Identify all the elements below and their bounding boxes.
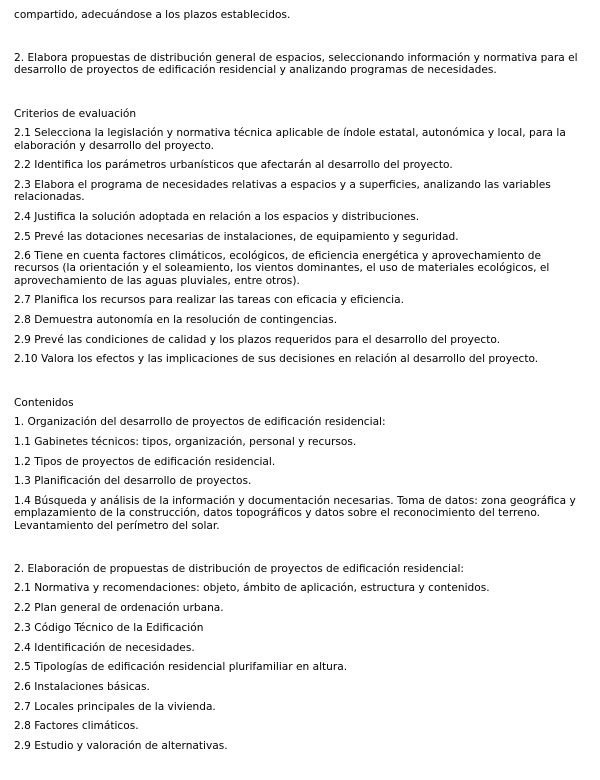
content-item: 2.6 Instalaciones básicas. <box>14 681 150 693</box>
content-item: 2.8 Factores climáticos. <box>14 720 139 733</box>
document-page <box>14 9 589 760</box>
criterion-item: 2.5 Prevé las dotaciones necesarias de instalaciones, de equipamiento y seguridad. <box>14 230 459 243</box>
criterion-item: 2.1 Selecciona la legislación y normativa técnica aplicable de índole estatal, autonómica y local, para la elaboración y desarrollo del proyecto. <box>14 127 566 152</box>
content-item: 2.3 Código Técnico de la Edificación <box>14 621 204 634</box>
objective-2-text: 2. Elabora propuestas de distribución general de espacios, seleccionando información y normativa para el desarrollo de proyectos de edificación residencial y analizando programas de necesidades. <box>14 52 578 77</box>
content-item: 2.1 Normativa y recomendaciones: objeto, ámbito de aplicación, estructura y contenidos. <box>14 582 490 595</box>
content-item: 1.2 Tipos de proyectos de edificación residencial. <box>14 455 276 468</box>
content-item: 2.7 Locales principales de la vivienda. <box>14 700 216 713</box>
content-item: 2.5 Tipologías de edificación residencial plurifamiliar en altura. <box>14 661 348 674</box>
criterion-item: 2.2 Identifica los parámetros urbanísticos que afectarán al desarrollo del proyecto. <box>14 159 453 172</box>
contents-section-2-title: 2. Elaboración de propuestas de distribución de proyectos de edificación residencial: <box>14 562 464 575</box>
content-item: 2.2 Plan general de ordenación urbana. <box>14 602 224 615</box>
criterion-item: 2.9 Prevé las condiciones de calidad y los plazos requeridos para el desarrollo del proyecto. <box>14 333 501 346</box>
criteria-heading: Criterios de evaluación <box>14 107 137 120</box>
criterion-item: 2.6 Tiene en cuenta factores climáticos, ecológicos, de eficiencia energética y aprovechamiento de recursos (la orientación y el soleamiento, los vientos dominantes, el uso de materiales ecológicos, el aprovechamiento de las aguas pluviales, entre otros). <box>14 250 550 287</box>
criterion-item: 2.4 Justifica la solución adoptada en relación a los espacios y distribuciones. <box>14 210 420 223</box>
content-item: 2.9 Estudio y valoración de alternativas. <box>14 740 228 753</box>
content-item: 1.3 Planificación del desarrollo de proyectos. <box>14 475 252 488</box>
intro-tail-text: compartido, adecuándose a los plazos establecidos. <box>14 9 291 21</box>
criterion-item: 2.8 Demuestra autonomía en la resolución de contingencias. <box>14 314 338 327</box>
criterion-item: 2.10 Valora los efectos y las implicaciones de sus decisiones en relación al desarrollo del proyecto. <box>14 353 539 366</box>
criterion-item: 2.7 Planifica los recursos para realizar las tareas con eficacia y eficiencia. <box>14 294 404 307</box>
content-item: 2.4 Identificación de necesidades. <box>14 641 195 654</box>
contents-heading: Contenidos <box>14 396 74 409</box>
content-item: 1.1 Gabinetes técnicos: tipos, organización, personal y recursos. <box>14 436 357 449</box>
content-item: 1.4 Búsqueda y análisis de la información y documentación necesarias. Toma de datos: zona geográfica y emplazamiento de la construcción, datos topográficos y datos sobre el reconocimiento del terreno. Levantamiento del perímetro del solar. <box>14 495 576 532</box>
contents-section-1-title: 1. Organización del desarrollo de proyectos de edificación residencial: <box>14 416 386 429</box>
criterion-item: 2.3 Elabora el programa de necesidades relativas a espacios y a superficies, analizando las variables relacionadas. <box>14 178 551 204</box>
